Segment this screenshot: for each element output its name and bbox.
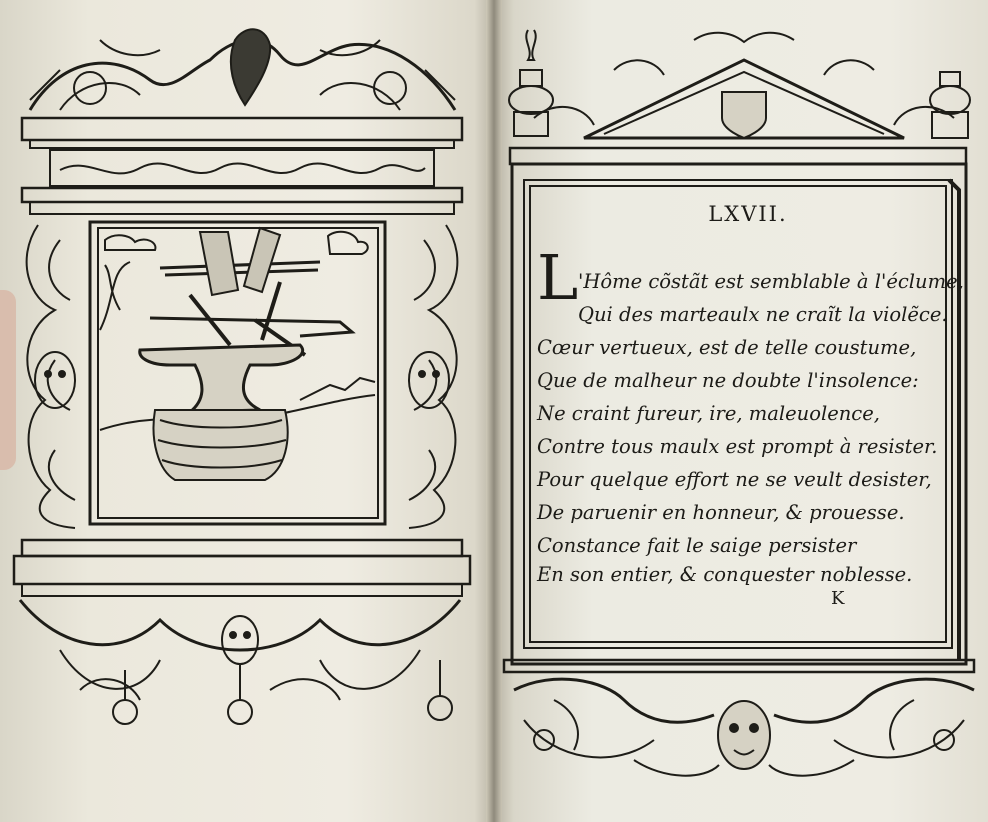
top-crest-ornament-icon — [30, 29, 455, 110]
verse-line-2: Qui des marteaulx ne craĩt la violẽce. — [578, 303, 948, 326]
anvil-with-hammers-icon — [140, 228, 352, 480]
right-pilaster-ornament-icon — [409, 225, 457, 528]
verse-line-6: Contre tous maulx est prompt à resister. — [537, 435, 938, 458]
verse-line-10: En son entier, & conquester noblesse. — [537, 563, 913, 586]
emblem-number-heading: LXVII. — [708, 202, 788, 226]
pediment-icon — [534, 33, 954, 138]
verse-line-9: Constance fait le saige persister — [537, 534, 857, 557]
signature-mark: K — [831, 588, 845, 609]
verse-line-7: Pour quelque effort ne se veult desister, — [537, 468, 932, 491]
holding-thumb — [0, 290, 16, 470]
verse-line-3: Cœur vertueux, est de telle coustume, — [537, 336, 917, 359]
verse-line-8: De paruenir en honneur, & prouesse. — [537, 501, 905, 524]
foliage-ornament-icon — [514, 679, 974, 776]
verse-line-5: Ne craint fureur, ire, maleuolence, — [537, 402, 880, 425]
verse-line-1: 'Hôme cõstãt est semblable à l'éclume, — [578, 270, 964, 293]
drop-cap-letter: L — [537, 241, 579, 314]
left-pilaster-ornament-icon — [27, 225, 75, 528]
garland-ornament-icon — [20, 600, 460, 724]
verse-line-4: Que de malheur ne doubte l'insolence: — [537, 369, 919, 392]
